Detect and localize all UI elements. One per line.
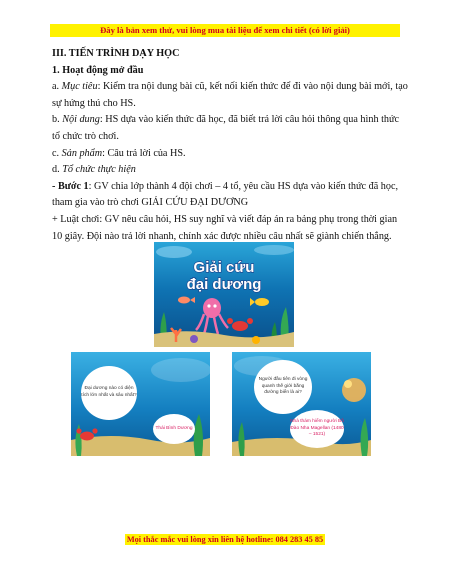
answer-bubble: [290, 410, 344, 448]
product-paragraph: [52, 146, 408, 163]
slide1-answer: Thái Bình Dương: [155, 425, 193, 431]
question-slide-1: [71, 352, 210, 456]
objective-label: Mục tiêu: [61, 81, 98, 93]
question-bubble: [81, 366, 137, 420]
hero-title-line2: đại dương: [186, 276, 262, 293]
game-title-image: [154, 242, 294, 347]
objective-prefix: a.: [52, 81, 62, 93]
slide1-question: Đại dương nào có diện tích lớn nhất và sâu nhất?: [81, 386, 137, 398]
ocean-scene-illustration: [154, 242, 294, 347]
question-slide-2: [232, 352, 371, 456]
content-text: : HS dựa vào kiến thức đã học, đã biết trả lời câu hỏi thông qua hình thức tổ chức trò chơi.: [52, 114, 400, 142]
octopus-icon: [196, 298, 228, 334]
slide2-answer: Nhà thám hiểm người Bồ Đào Nha Magellan (1480 – 1521): [290, 419, 344, 438]
section-title: III. TIẾN TRÌNH DẠY HỌC: [52, 48, 180, 59]
organization-prefix: d.: [52, 164, 63, 176]
hotline-footer: [0, 535, 450, 544]
coral-icon: [342, 378, 366, 402]
content-label: Nội dung: [62, 114, 100, 126]
product-text: : Câu trả lời của HS.: [102, 147, 186, 159]
step1-paragraph: [52, 179, 408, 212]
objective-text: : Kiểm tra nội dung bài cũ, kết nối kiến thức để đi vào nội dung bài mới, tạo sự hứng thú cho HS.: [52, 81, 408, 109]
slide2-question: Người đầu tiên đi vòng quanh thế giới bằng đường biển là ai?: [258, 377, 308, 396]
preview-banner: Đây là bản xem thử, vui lòng mua tài liệu để xem chi tiết (có lời giải): [50, 24, 400, 37]
step1-label: - Bước 1: [52, 180, 89, 192]
organization-paragraph: [52, 162, 408, 179]
content-paragraph: [52, 112, 408, 145]
answer-bubble: [153, 414, 195, 444]
hero-title-line1: Giải cứu: [193, 259, 255, 276]
content-prefix: b.: [52, 114, 63, 126]
rules-paragraph: + Luật chơi: GV nêu câu hỏi, HS suy nghĩ và viết đáp án ra bảng phụ trong thời gian 10 giây. Đội nào trả lời nhanh, chính xác được nhiều câu nhất sẽ giành chiến thắng.: [52, 213, 398, 242]
organization-label: Tổ chức thực hiện: [62, 164, 136, 176]
objective-paragraph: [52, 79, 408, 112]
activity-title: 1. Hoạt động mở đầu: [52, 64, 144, 76]
product-label: Sản phẩm: [61, 147, 103, 159]
step1-text: : GV chia lớp thành 4 đội chơi – 4 tổ, yêu cầu HS dựa vào kiến thức đã học, tham gia vào trò chơi GIẢI CỨU ĐẠI DƯƠNG: [52, 180, 399, 209]
hotline-text: Mọi thắc mắc vui lòng xin liên hệ hotline: 084 283 45 85: [126, 535, 324, 544]
fish-icon: [178, 297, 269, 307]
question-bubble: [254, 360, 312, 414]
crab-icon: [227, 318, 253, 331]
product-prefix: c.: [52, 147, 62, 159]
lesson-content: [52, 46, 408, 245]
